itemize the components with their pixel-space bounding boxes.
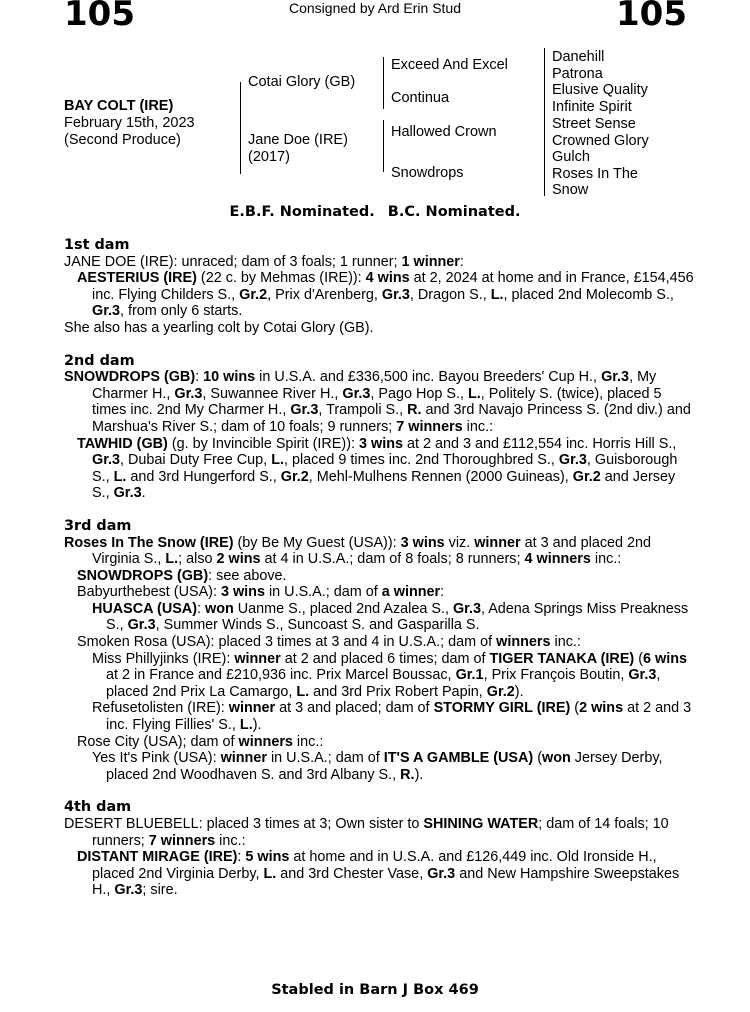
- third-dam-title: 3rd dam: [64, 517, 132, 534]
- pedigree-line-3: [383, 120, 384, 172]
- pedigree-sire: Cotai Glory (GB): [248, 74, 356, 90]
- pedigree-dam-dam: Snowdrops: [391, 165, 464, 181]
- lot-number-left: 105: [64, 0, 135, 34]
- pedigree-line-1: [240, 82, 241, 174]
- third-dam-progeny-3: Smoken Rosa (USA): placed 3 times at 3 and 4 in U.S.A.; dam of winners inc.:: [77, 634, 581, 651]
- second-dam-progeny: TAWHID (GB) (g. by Invincible Spirit (IRE)): 3 wins at 2 and 3 and £112,554 inc. Horris Hill S., Gr.3, Dubai Duty Free Cup, L., placed 9 times inc. 2nd Thoroughbred S., Gr.3, Guisborough S., L. and 3rd Hungerford S., Gr.2, Mehl-Mulhens Rennen (2000 Guineas), Gr.2 and Jersey S., Gr.3.: [77, 435, 678, 502]
- pedigree-gen3-7: Gulch: [552, 149, 590, 165]
- consignor: Consigned by Ard Erin Stud: [289, 0, 461, 16]
- first-dam-summary: JANE DOE (IRE): unraced; dam of 3 foals; 1 runner; 1 winner:: [64, 253, 464, 270]
- ebf-nominated: E.B.F. Nominated.: [229, 204, 375, 220]
- stabling-info: Stabled in Barn J Box 469: [271, 982, 479, 998]
- pedigree-gen3-3: Elusive Quality: [552, 82, 648, 98]
- third-dam-grandprogeny-3: Refusetolisten (IRE): winner at 3 and placed; dam of STORMY GIRL (IRE) (2 wins at 2 and 3 inc. Flying Fillies' S., L.).: [92, 700, 692, 734]
- pedigree-sire-sire: Exceed And Excel: [391, 57, 508, 73]
- catalogue-page-body: [64, 237, 694, 899]
- nominations: [0, 204, 750, 220]
- third-dam-summary: Roses In The Snow (IRE) (by Be My Guest (USA)): 3 wins viz. winner at 3 and placed 2nd Virginia S., L.; also 2 wins at 4 in U.S.A.; dam of 8 foals; 8 runners; 4 winners inc.:: [64, 534, 652, 568]
- second-dam-summary: SNOWDROPS (GB): 10 wins in U.S.A. and £336,500 inc. Bayou Breeders' Cup H., Gr.3, My Charmer H., Gr.3, Suwannee River H., Gr.3, Pago Hop S., L., Politely S. (twice), placed 5 times inc. 2nd My Charmer H., Gr.3, Trampoli S., R. and 3rd Navajo Princess S. (2nd div.) and Marshua's River S.; dam of 10 foals; 9 runners; 7 winners inc.:: [64, 369, 691, 435]
- pedigree-dam: Jane Doe (IRE): [248, 132, 348, 148]
- third-dam-progeny-1: SNOWDROPS (GB): see above.: [77, 567, 287, 584]
- horse-name: BAY COLT (IRE): [64, 98, 174, 114]
- pedigree-gen3-6: Crowned Glory: [552, 133, 649, 149]
- lot-number-right: 105: [616, 0, 687, 34]
- second-dam-section: [64, 353, 694, 502]
- pedigree-gen3-5: Street Sense: [552, 116, 636, 132]
- third-dam-progeny-4: Rose City (USA); dam of winners inc.:: [77, 733, 324, 750]
- fourth-dam-section: [64, 799, 694, 899]
- third-dam-grandprogeny-1: HUASCA (USA): won Uanme S., placed 2nd Azalea S., Gr.3, Adena Springs Miss Preakness S., Gr.3, Summer Winds S., Suncoast S. and Gasparilla S.: [92, 600, 689, 634]
- third-dam-section: [64, 518, 694, 784]
- third-dam-progeny-2: Babyurthebest (USA): 3 wins in U.S.A.; dam of a winner:: [77, 584, 445, 601]
- first-dam-yearling: She also has a yearling colt by Cotai Glory (GB).: [64, 319, 374, 336]
- bc-nominated: B.C. Nominated.: [387, 204, 521, 220]
- horse-foaled: February 15th, 2023: [64, 115, 195, 131]
- fourth-dam-summary: DESERT BLUEBELL: placed 3 times at 3; Own sister to SHINING WATER; dam of 14 foals; 10 runners; 7 winners inc.:: [64, 816, 669, 849]
- first-dam-title: 1st dam: [64, 237, 130, 253]
- pedigree-gen3-1: Danehill: [552, 49, 605, 65]
- first-dam-section: [64, 237, 694, 337]
- pedigree-gen3-4: Infinite Spirit: [552, 99, 632, 115]
- pedigree-sire-dam: Continua: [391, 90, 450, 106]
- pedigree-gen3-8a: Roses In The: [552, 166, 638, 182]
- second-dam-title: 2nd dam: [64, 352, 135, 369]
- pedigree-gen3-8b: Snow: [552, 182, 589, 198]
- pedigree-dam-year: (2017): [248, 149, 290, 165]
- pedigree-dam-sire: Hallowed Crown: [391, 124, 497, 140]
- horse-produce-note: (Second Produce): [64, 132, 181, 148]
- third-dam-grandprogeny-4: Yes It's Pink (USA): winner in U.S.A.; dam of IT'S A GAMBLE (USA) (won Jersey Derby, placed 2nd Woodhaven S. and 3rd Albany S., R.).: [92, 750, 663, 783]
- pedigree-line-4: [544, 48, 545, 196]
- fourth-dam-title: 4th dam: [64, 799, 132, 816]
- pedigree-line-2: [383, 57, 384, 109]
- pedigree-gen3-2: Patrona: [552, 66, 603, 82]
- third-dam-grandprogeny-2: Miss Phillyjinks (IRE): winner at 2 and placed 6 times; dam of TIGER TANAKA (IRE) (6 wins at 2 in France and £210,936 inc. Prix Marcel Boussac, Gr.1, Prix François Boutin, Gr.3, placed 2nd Prix La Camargo, L. and 3rd Prix Robert Papin, Gr.2).: [92, 650, 688, 700]
- first-dam-progeny: AESTERIUS (IRE) (22 c. by Mehmas (IRE)): 4 wins at 2, 2024 at home and in France, £154,456 inc. Flying Childers S., Gr.2, Prix d'Arenberg, Gr.3, Dragon S., L., placed 2nd Molecomb S., Gr.3, from only 6 starts.: [77, 270, 694, 320]
- fourth-dam-progeny: DISTANT MIRAGE (IRE): 5 wins at home and in U.S.A. and £126,449 inc. Old Ironside H., placed 2nd Virginia Derby, L. and 3rd Chester Vase, Gr.3 and New Hampshire Sweepstakes H., Gr.3; sire.: [77, 849, 680, 899]
